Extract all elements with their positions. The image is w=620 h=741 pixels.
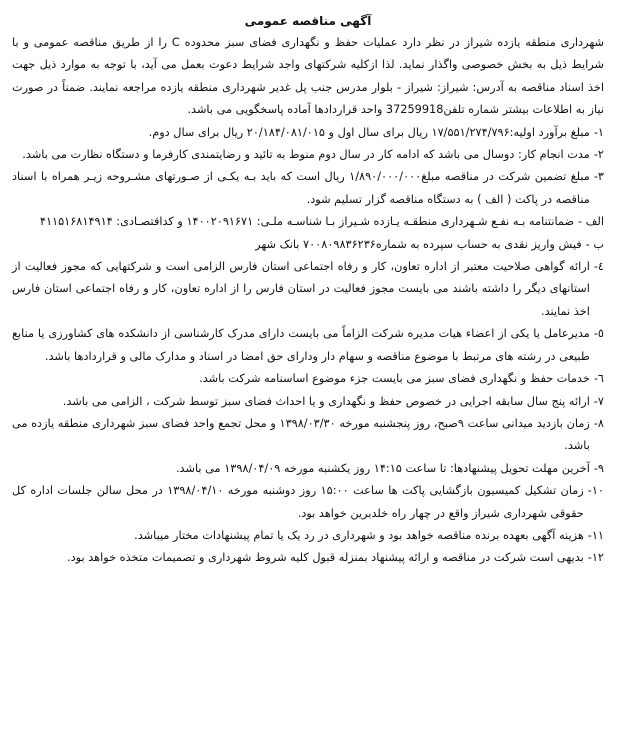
clause-9 [12,458,604,480]
clause-text: بدیهی است شرکت در مناقصه و ارائه پیشنهاد بمنزله قبول کلیه شروط شهرداری و تصمیمات متخذه خواهد بود. [67,551,584,565]
clause-number: ۳- [593,170,604,184]
clause-1 [12,122,604,144]
clause-number: ٥- [593,327,604,341]
clause-number: الف - [578,215,604,229]
clause-text: مدیرعامل یا یکی از اعضاء هیات مدیره شرکت الزاماً می بایست دارای مدرک کارشناسی از دانشکده های کشاورزی یا منابع طبیعی در رشته های مرتبط با موضوع مناقصه و سهام دار ودارای حق امضا در اسناد و مدارک مالی و قراردادها باشد. [12,327,590,363]
clause-text: فیش واریز نقدی به حساب سپرده به شماره۷۰۰۸۰۹۸۳۶۲۳۶ بانک شهر [255,237,582,251]
clause-number: ١١- [587,528,604,542]
clause-text: ضمانتنامه بـه نفـع شـهرداری منطقـه یـازده شـیراز بـا شناسـه ملـی: ۱۴۰۰۲۰۹۱۶۷۱ و کداقتصـادی: ۴۱۱۵۱۶۸۱۴۹۱۴ [39,215,575,229]
clause-text: زمان تشکیل کمیسیون بازگشایی پاکت ها ساعت ۱۵:۰۰ روز دوشنبه مورخه ۱۳۹۸/۰۴/۱۰ در محل سالن جلسات اداره کل حقوقی شهرداری شیراز واقع در چهار راه خلدبرین خواهد بود. [12,484,584,520]
clause-8 [12,413,604,458]
clause-text: آخرین مهلت تحویل پیشنهادها: تا ساعت ۱۴:۱۵ روز یکشنبه مورخه ۱۳۹۸/۰۴/۰۹ می باشد. [175,461,590,475]
clause-text: ارائه پنج سال سابقه اجرایی در خصوص حفظ و نگهداری و یا احداث فضای سبز توسط شرکت ، الزامی می باشد. [62,394,590,408]
clause-3 [12,166,604,211]
intro-paragraph: شهرداری منطقه یازده شیراز در نظر دارد عملیات حفظ و نگهداری فضای سبز محدوده C را از طریق مناقصه عمومی و با شرایط ذیل به بخش خصوصی واگذار نماید. لذا ازکلیه شرکتهای واجد شرایط دعوت بعمل می آید، با توجه به موارد ذیل جهت اخذ اسناد مناقصه به آدرس: شیراز: شیراز - بلوار مدرس جنب پل غدیر شهرداری منطقه یازده مراجعه نمایند. ضمناً در صورت نیاز به اطلاعات بیشتر شماره تلفن37259918 واحد قراردادها آماده پاسخگویی می باشد. [12,36,604,117]
clause-text: زمان بازدید میدانی ساعت ۹صبح، روز پنجشنبه مورخه ۱۳۹۸/۰۳/۳۰ و محل تجمع واحد فضای سبز شهرداری منطقه یازده می باشد. [12,416,590,453]
clause-11 [12,525,604,547]
clause-number: ١٠- [587,484,604,498]
clause-text: خدمات حفظ و نگهداری فضای سبز می بایست جزء موضوع اساسنامه شرکت باشد. [199,372,590,386]
clause-text: ارائه گواهی صلاحیت معتبر از اداره تعاون، کار و رفاه اجتماعی استان فارس الزامی است و شرکتهایی که مجوز فعالیت از استانهای دیگر را داشته باشند می بایست مجوز فعالیت در استان فارس را از اداره تعاون، کار و رفاه اجتماعی استان فارس اخذ نمایند. [12,260,590,318]
clause-12 [12,547,604,569]
clause-5 [12,323,604,368]
clause-number: ۱- [593,125,604,139]
clause-number: ب - [585,237,604,251]
clause-number: ٤- [593,260,604,274]
clause-text: مبلغ برآورد اولیه:۱۷/۵۵۱/۲۷۴/۷۹۶ ریال برای سال اول و ۲۰/۱۸۴/۰۸۱/۰۱۵ ریال برای سال دوم. [148,125,590,139]
clause-number: ٨- [593,416,604,430]
clause-7 [12,391,604,413]
clause-text: مدت انجام کار: دوسال می باشد که ادامه کار در سال دوم منوط به تائید و رضایتمندی کارفرما و دستگاه نظارت می باشد. [22,148,590,162]
clause-6 [12,368,604,390]
clause-number: ٩- [593,461,604,475]
clause-number: ٧- [593,394,604,408]
clause-alef [12,211,604,233]
clause-2 [12,144,604,166]
clause-number: ۲- [593,148,604,162]
clause-text: هزینه آگهی بعهده برنده مناقصه خواهد بود و شهرداری در رد یک یا تمام پیشنهادات مختار میباشد. [134,528,584,542]
clause-4 [12,256,604,323]
notice-title: آگهی مناقصه عمومی [244,14,372,28]
clause-be [12,234,604,256]
clause-10 [12,480,604,525]
clause-text: مبلغ تضمین شرکت در مناقصه مبلغ۱/۸۹۰/۰۰۰/۰۰۰ ریال است که باید بـه یکـی از صـورتهای مشـروحه زیـر همراه با اسناد مناقصه در پاکت ( الف ) به دستگاه مناقصه گزار تسلیم شود. [12,170,590,206]
clause-number: ١٢- [587,551,604,565]
clause-number: ٦- [593,372,604,386]
